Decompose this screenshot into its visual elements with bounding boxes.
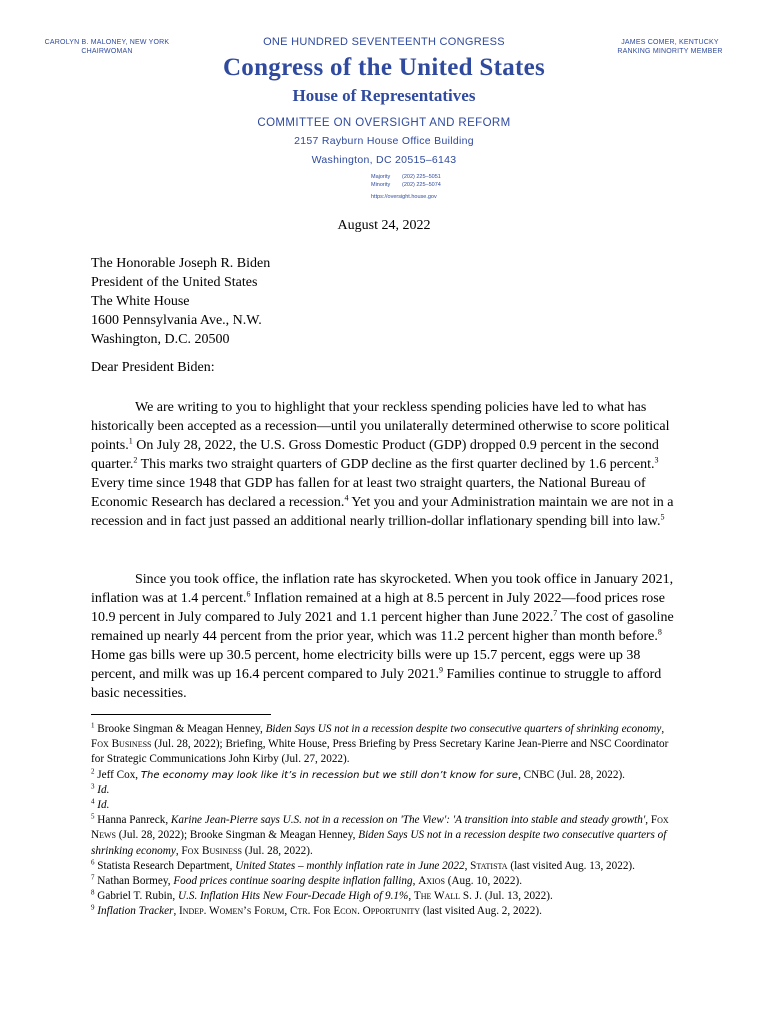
footnote-title: The economy may look like it’s in recession but we still don’t know for sure <box>140 769 519 781</box>
footnote-ref[interactable]: 9 <box>438 665 443 675</box>
footnote-title: Biden Says US not in a recession despite two consecutive quarters of shrinking economy <box>91 829 667 857</box>
footnote-title: United States – monthly inflation rate in June 2022 <box>235 859 465 872</box>
footnote-text: , <box>173 905 180 918</box>
footnote-source: Indep. Women’s Forum, Ctr. For Econ. Opportunity <box>179 905 421 918</box>
footnote-number: 3 <box>91 782 95 791</box>
sentence: We are writing to you to highlight that your reckless spending policies have led to what has historically been accepted as a recession—until you unilaterally determined otherwise to score political points. <box>91 400 670 453</box>
footnote-source: Axios <box>418 875 445 888</box>
footnote-number: 1 <box>91 721 95 730</box>
minority-phone-line <box>371 181 441 189</box>
sentence: Home gas bills were up 30.5 percent, home electricity bills were up 15.7 percent, eggs were up 38 percent, and milk was up 16.4 percent compared to July 2021. <box>91 648 641 682</box>
footnote-2 <box>91 768 681 783</box>
committee-name: COMMITTEE ON OVERSIGHT AND REFORM <box>257 117 511 129</box>
footnote-text: (Jul. 28, 2022); Brooke Singman & Meagan Henney, <box>115 829 359 842</box>
footnote-text: , CNBC (Jul. 28, 2022). <box>518 768 625 781</box>
minority-label: Minority <box>371 182 391 188</box>
footnote-text: Gabriel T. Rubin, <box>97 890 178 903</box>
recipient-line: Washington, D.C. 20500 <box>91 332 230 347</box>
footnotes <box>91 722 681 920</box>
footnote-1 <box>91 722 681 768</box>
footnote-divider <box>91 714 271 715</box>
recipient-line: The Honorable Joseph R. Biden <box>91 256 271 271</box>
footnote-text: , <box>661 723 665 735</box>
footnote-number: 9 <box>91 903 95 912</box>
footnote-text: (Jul. 28, 2022). <box>241 844 313 857</box>
footnote-ref[interactable]: 1 <box>128 436 133 446</box>
footnote-title: Biden Says US not in a recession despite two consecutive quarters of shrinking economy <box>265 723 662 735</box>
footnote-number: 7 <box>91 873 95 882</box>
majority-phone: (202) 225–5051 <box>402 174 441 180</box>
chairwoman-role: CHAIRWOMAN <box>81 48 133 55</box>
footnote-9 <box>91 904 681 919</box>
footnote-title: Inflation Tracker <box>97 905 174 918</box>
sentence: Every time since 1948 that GDP has fallen for at least two straight quarters, the National Bureau of Economic Research has declared a recession. <box>91 476 646 510</box>
footnote-text: Statista Research Department, <box>97 859 236 872</box>
footnote-number: 2 <box>91 766 95 775</box>
footnote-number: 4 <box>91 797 95 806</box>
footnote-title: U.S. Inflation Hits New Four-Decade High of 9.1% <box>177 890 409 903</box>
majority-label: Majority <box>371 174 391 180</box>
footnote-number: 5 <box>91 812 95 821</box>
body-paragraph-2 <box>91 570 681 703</box>
office-city: Washington, DC 20515–6143 <box>311 154 457 166</box>
footnote-title: Karine Jean-Pierre says U.S. not in a recession on 'The View': 'A transition into stable and steady growth' <box>170 814 646 827</box>
majority-phone-line <box>371 173 441 181</box>
website-link[interactable]: https://oversight.house.gov <box>371 194 437 200</box>
recipient-line: The White House <box>91 294 190 309</box>
footnote-number: 6 <box>91 858 95 867</box>
footnote-text: Nathan Bormey, <box>97 875 174 888</box>
footnote-text: (Jul. 13, 2022). <box>481 890 553 903</box>
footnote-text: (last visited Aug. 13, 2022). <box>507 859 635 872</box>
sentence: Since you took office, the inflation rate has skyrocketed. When you took office in January 2021, inflation was at 1.4 percent. <box>91 572 674 606</box>
footnote-ref[interactable]: 6 <box>246 589 251 599</box>
footnote-text: , <box>464 859 471 872</box>
footnote-number: 8 <box>91 888 95 897</box>
footnote-source: Fox Business <box>91 738 152 751</box>
footnote-text: , <box>175 844 182 857</box>
footnote-7 <box>91 874 681 889</box>
sentence: This marks two straight quarters of GDP decline as the first quarter declined by 1.6 percent. <box>137 457 655 472</box>
footnote-text: Id. <box>97 783 110 796</box>
sentence: Yet you and your Administration maintain we are not in a recession and in fact just passed an additional nearly trillion-dollar inflationary spending bill into law. <box>91 495 674 529</box>
footnote-text: (Jul. 28, 2022); Briefing, White House, Press Briefing by Press Secretary Karine Jean-Pierre and NSC Coordinator for Strategic Communications John Kirby (Jul. 27, 2022). <box>91 738 669 766</box>
footnote-text: , <box>645 814 651 827</box>
footnote-ref[interactable]: 5 <box>660 512 665 522</box>
footnote-ref[interactable]: 7 <box>553 608 558 618</box>
footnote-source: Fox Business <box>181 844 242 857</box>
footnote-6 <box>91 859 681 874</box>
footnote-text: Brooke Singman & Meagan Henney, <box>97 723 266 735</box>
chairwoman-name: CAROLYN B. MALONEY, NEW YORK <box>44 39 170 46</box>
minority-phone: (202) 225–5074 <box>402 182 441 188</box>
footnote-ref[interactable]: 2 <box>133 455 138 465</box>
sentence: The cost of gasoline remained up nearly 44 percent from the prior year, which was 11.2 percent higher than month before. <box>91 610 674 644</box>
salutation: Dear President Biden: <box>91 360 215 375</box>
recipient-address <box>91 254 270 349</box>
footnote-8 <box>91 889 681 904</box>
phone-numbers <box>371 173 441 189</box>
recipient-line: President of the United States <box>91 275 258 290</box>
footnote-ref[interactable]: 3 <box>654 455 659 465</box>
footnote-ref[interactable]: 4 <box>344 493 349 503</box>
congress-number: ONE HUNDRED SEVENTEENTH CONGRESS <box>263 36 505 48</box>
recipient-line: 1600 Pennsylvania Ave., N.W. <box>91 313 262 328</box>
sentence: On July 28, 2022, the U.S. Gross Domestic Product (GDP) dropped 0.9 percent in the second quarter. <box>91 438 659 472</box>
letterhead-title: Congress of the United States <box>222 54 546 81</box>
body-paragraph-1 <box>91 398 681 531</box>
house-name: House of Representatives <box>292 86 476 105</box>
footnote-text: (last visited Aug. 2, 2022). <box>420 905 542 918</box>
footnote-source: The Wall S. J. <box>413 890 482 903</box>
footnote-5 <box>91 813 681 859</box>
footnote-3 <box>91 783 681 798</box>
sentence: Families continue to struggle to afford basic necessities. <box>91 667 662 701</box>
footnote-title: Food prices continue soaring despite inflation falling <box>173 875 413 888</box>
footnote-text: , <box>412 875 419 888</box>
footnote-4 <box>91 798 681 813</box>
ranking-member-name: JAMES COMER, KENTUCKY <box>621 39 719 46</box>
footnote-source: Fox News <box>91 814 669 842</box>
footnote-text: Hanna Panreck, <box>97 814 171 827</box>
office-address: 2157 Rayburn House Office Building <box>294 135 474 147</box>
footnote-ref[interactable]: 8 <box>657 627 662 637</box>
footnote-text: (Aug. 10, 2022). <box>444 875 522 888</box>
footnote-text: Jeff Cox, <box>97 768 141 781</box>
footnote-source: Statista <box>470 859 508 872</box>
ranking-member-role: RANKING MINORITY MEMBER <box>617 48 723 55</box>
footnote-text: , <box>408 890 414 903</box>
sentence: Inflation remained at a high at 8.5 percent in July 2022—food prices rose 10.9 percent in July compared to July 2021 and 1.1 percent higher than June 2022. <box>91 591 665 625</box>
letter-date: August 24, 2022 <box>337 218 431 233</box>
footnote-text: Id. <box>97 799 110 812</box>
